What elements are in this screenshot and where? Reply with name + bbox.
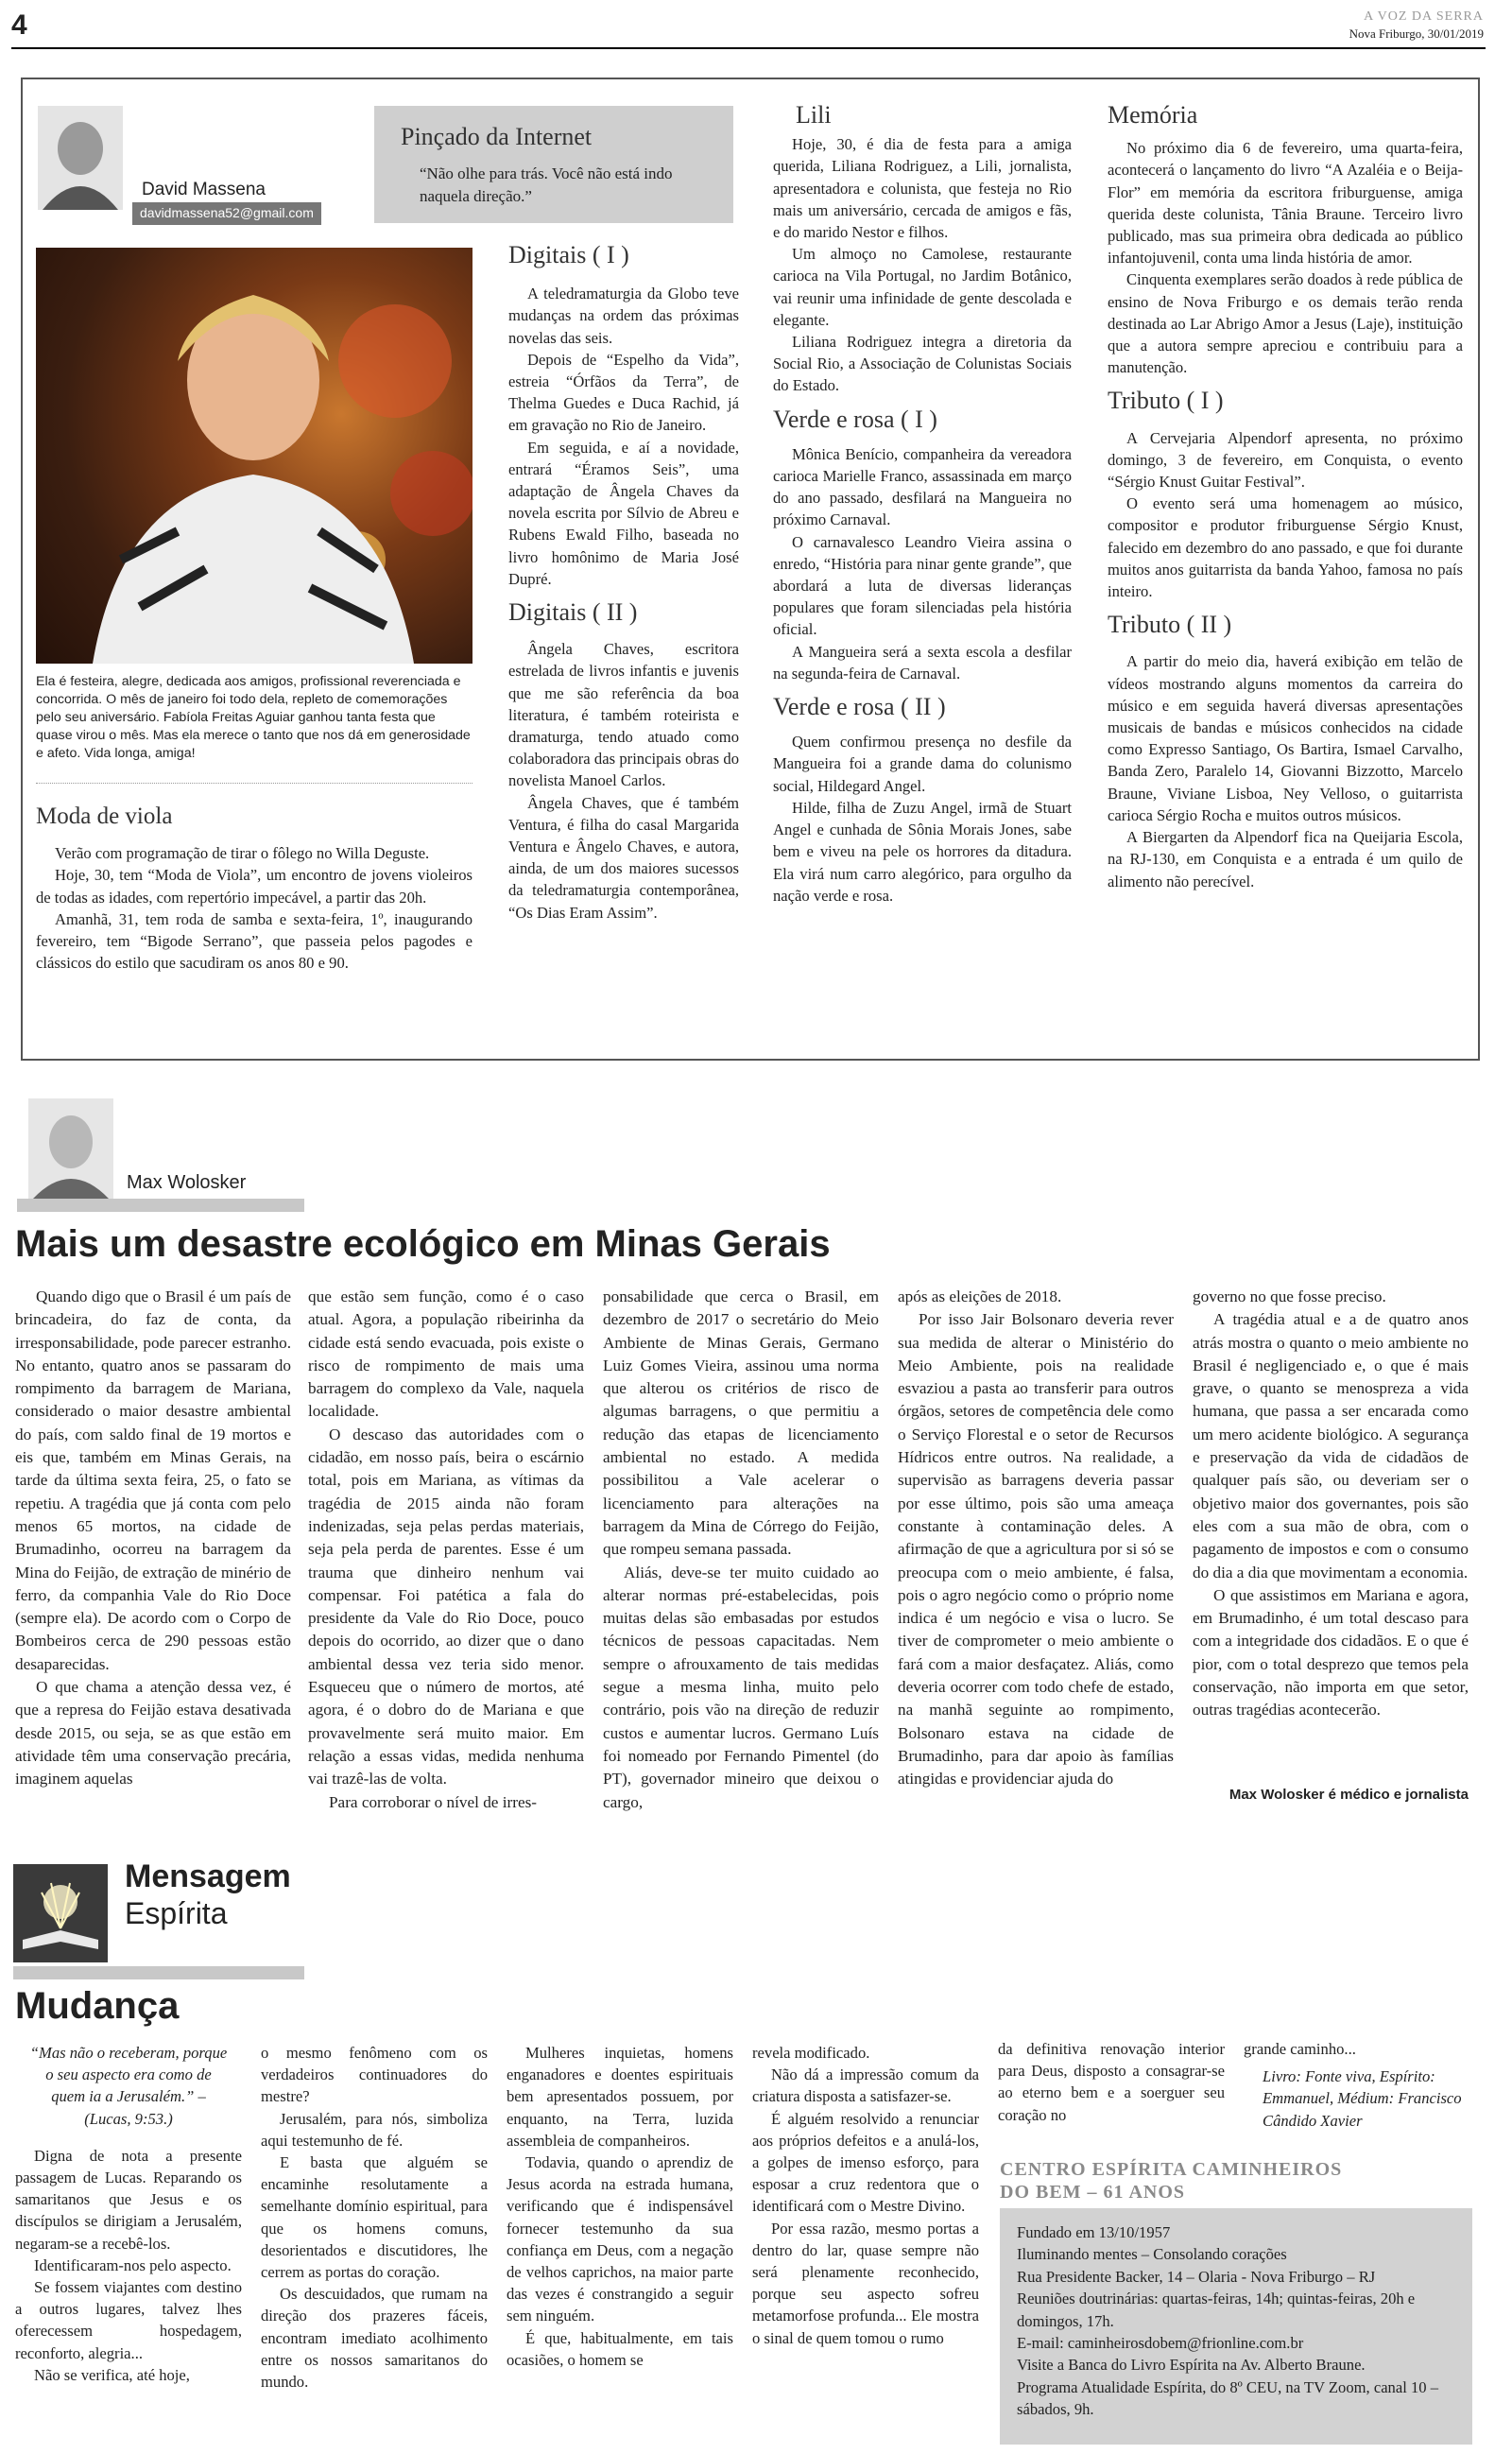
center-info-line: Visite a Banca do Livro Espírita na Av. Alberto Braune. <box>1017 2356 1366 2375</box>
caption-divider <box>36 783 472 784</box>
epigraph: “Mas não o receberam, porque o seu aspecto era como de quem ia a Jerusalém.” – (Lucas, 9:53.) <box>29 2044 228 2128</box>
author-photo <box>38 106 123 210</box>
espirita-col-2 <box>261 2042 488 2393</box>
center-info-line: E-mail: caminheirosdobem@frionline.com.br <box>1017 2334 1304 2353</box>
article-paragraph: Por essa razão, mesmo portas a dentro do lar, quase sempre não será plenamente reconhecido, porque seu aspecto sofreu metamorfose profunda... Ele mostra o sinal de quem tomou o rumo <box>752 2219 979 2347</box>
article-paragraph: revela modificado. <box>752 2044 870 2062</box>
memoria-paragraph: Cinquenta exemplares serão doados à rede pública de ensino de Nova Friburgo e os demais terão renda destinada ao Lar Abrigo Amor a Jesus (Laje), instituição que a autora sempre apreciou e contribuiu para a manutenção. <box>1108 270 1463 377</box>
verde-rosa-paragraph: O carnavalesco Leandro Vieira assina o enredo, “História para ninar gente grande”, que abordará a luta de diversas lideranças populares que foram silenciadas pela história oficial. <box>773 532 1072 639</box>
article-paragraph: Jerusalém, para nós, simboliza aqui testemunho de fé. <box>261 2109 488 2150</box>
article-paragraph: Mulheres inquietas, homens enganadores e doentes espirituais bem apresentados possuem, por enquanto, na Terra, luzida assembleia de companheiros. <box>507 2044 733 2150</box>
moda-paragraph: Hoje, 30, tem “Moda de Viola”, um encontro de jovens violeiros de todas as idades, com repertório impecável, a partir das 20h. <box>36 866 472 907</box>
moda-paragraph: Amanhã, 31, tem roda de samba e sexta-feira, 1º, inaugurando fevereiro, tem “Bigode Serrano”, que passeia pelos pagodes e clássicos do estilo que sacudiram os anos 80 e 90. <box>36 909 472 973</box>
tributo-paragraph: O evento será uma homenagem ao músico, compositor e produtor friburguense Sérgio Knust, falecido em dezembro do ano passado, e que foi durante muitos anos guitarrista da banda Yahoo, famosa no país inteiro. <box>1108 494 1463 601</box>
wolosker-col-4 <box>898 1286 1174 1791</box>
portrait-illustration <box>36 248 472 664</box>
lili-title: Lili <box>796 101 832 129</box>
lili-paragraph: Hoje, 30, é dia de festa para a amiga querida, Liliana Rodriguez, a Lili, jornalista, apresentadora e colunista, que festeja no Rio mais um aniversário, cercada de amigos e fãs, e do marido Nestor e filhos. <box>773 135 1072 242</box>
tributo-paragraph: A Biergarten da Alpendorf fica na Queijaria Escola, na RJ-130, em Conquista e a entrada é um quilo de alimento não perecível. <box>1108 828 1463 890</box>
verde-rosa-2-title: Verde e rosa ( II ) <box>773 693 946 721</box>
wolosker-photo <box>28 1098 113 1199</box>
verde-rosa-1-title: Verde e rosa ( I ) <box>773 405 937 433</box>
article-paragraph: da definitiva renovação interior para Deus, disposto a consagrar-se ao eterno bem e a soerguer seu coração no <box>998 2040 1225 2124</box>
author-portrait-icon <box>38 106 123 210</box>
digitais-paragraph: Ângela Chaves, que é também Ventura, é filha do casal Margarida Ventura e Ângelo Chaves, e autora, ainda, de um dos maiores sucessos da teledramaturgia contemporânea, “Os Dias Eram Assim”. <box>508 793 739 922</box>
center-title-line-2: DO BEM – 61 ANOS <box>1000 2182 1186 2203</box>
article-paragraph: Por isso Jair Bolsonaro deveria rever sua medida de alterar o Ministério do Meio Ambiente, pois na realidade esvaziou a pasta ao transferir para outros órgãos, setores de competência dele como o Serviço Florestal e o setor de Recursos Hídricos entre outros. Na realidade, a supervisão as barragens deveria passar por esse último, pois são uma ameaça constante à contaminação deles. A afirmação de que a agricultura por si só se preocupa com o meio ambiente, é falsa, pois o agro negócio como o próprio nome indica é um negócio e visa o lucro. Se tiver de comprometer o meio ambiente o fará com a maior desfaçatez. Aliás, como deveria ocorrer com todo chefe de estado, na manhã seguinte ao rompimento, Bolsonaro estava na cidade de Brumadinho, para dar apoio às famílias atingidas e providenciar ajuda do <box>898 1310 1174 1789</box>
verde-rosa-paragraph: A Mangueira será a sexta escola a desfilar na segunda-feira de Carnaval. <box>773 642 1072 683</box>
author-portrait-icon <box>28 1098 113 1199</box>
digitais-paragraph: Depois de “Espelho da Vida”, estreia “Órfãos da Terra”, de Thelma Guedes e Duca Rachid, já em gravação no Rio de Janeiro. <box>508 350 739 435</box>
wolosker-author: Max Wolosker <box>127 1172 247 1193</box>
author-name: David Massena <box>142 180 266 199</box>
wolosker-col-5 <box>1193 1286 1469 1722</box>
espirita-section-2: Espírita <box>125 1896 228 1930</box>
digitais-paragraph: Em seguida, e aí a novidade, entrará “Éramos Seis”, uma adaptação de Ângela Chaves da novela escrita por Sílvio de Abreu e Rubens Ewald Filho, baseada no livro homônimo de Maria José Dupré. <box>508 438 739 588</box>
lili-paragraph: Liliana Rodriguez integra a diretoria da Social Rio, a Associação de Colunistas Sociais do Estado. <box>773 333 1072 395</box>
espirita-logo <box>13 1864 108 1962</box>
article-paragraph: ponsabilidade que cerca o Brasil, em dezembro de 2017 o secretário do Meio Ambiente de Minas Gerais, Germano Luiz Gomes Vieira, assinou uma norma que alterou os critérios de risco de algumas barragens, o que permitiu a redução das etapas de licenciamento ambiental no estado. A medida possibilitou a Vale acelerar o licenciamento para alterações na barragem da Mina de Córrego do Feijão, que rompeu semana passada. <box>603 1287 879 1559</box>
tributo-2-title: Tributo ( II ) <box>1108 611 1232 639</box>
digitais-paragraph: Ângela Chaves, escritora estrelada de livros infantis e juvenis que me são referência da boa literatura, é também roteirista e dramaturga, tendo atuado como colaboradora das principais obras do novelista Manoel Carlos. <box>508 640 739 790</box>
memoria-column <box>1108 101 1463 892</box>
verde-rosa-paragraph: Quem confirmou presença no desfile da Mangueira foi a grande dama do colunismo social, Hildegard Angel. <box>773 733 1072 795</box>
article-paragraph: que estão sem função, como é o caso atual. Agora, a população ribeirinha da cidade está sendo evacuada, pois existe o risco de rompimento de mais uma barragem do complexo da Vale, naquela localidade. <box>308 1287 584 1421</box>
espirita-col-6 <box>1244 2038 1470 2132</box>
lili-paragraph: Um almoço no Camolese, restaurante carioca na Vila Portugal, no Jardim Botânico, vai reunir uma infinidade de gente descolada e elegante. <box>773 245 1072 329</box>
center-info-line: Fundado em 13/10/1957 <box>1017 2223 1171 2241</box>
open-book-icon <box>13 1864 108 1962</box>
article-paragraph: Digna de nota a presente passagem de Lucas. Reparando os samaritanos que Jesus e os discípulos se dirigiam a Jerusalém, negaram-se a recebê-los. <box>15 2146 242 2253</box>
article-paragraph: após as eleições de 2018. <box>898 1287 1062 1305</box>
wolosker-col-3 <box>603 1286 879 1814</box>
espirita-col-1 <box>15 2042 242 2386</box>
article-paragraph: Aliás, deve-se ter muito cuidado ao alterar normas pré-estabelecidas, pois muitas delas são embasadas por estudos técnicos de pessoas capacitadas. Nem sempre o afrouxamento de tais medidas segue a mesma linha, muito pelo contrário, pois vão na direção de reduzir custos e aumentar lucros. Germano Luís foi nomeado por Fernando Pimentel (do PT), governador mineiro que deixou o cargo, <box>603 1563 879 1811</box>
espirita-source: Livro: Fonte viva, Espírito: Emmanuel, Médium: Francisco Cândido Xavier <box>1263 2067 1462 2130</box>
moda-paragraph: Verão com programação de tirar o fôlego no Willa Deguste. <box>55 844 430 863</box>
article-paragraph: É que, habitualmente, em tais ocasiões, o homem se <box>507 2328 733 2369</box>
tributo-paragraph: A Cervejaria Alpendorf apresenta, no próximo domingo, 3 de fevereiro, em Conquista, o evento “Sérgio Knust Guitar Festival”. <box>1108 428 1463 492</box>
article-paragraph: Se fossem viajantes com destino a outros lugares, talvez lhes oferecessem hospedagem, reconforto, alegria... <box>15 2278 242 2362</box>
wolosker-signature: Max Wolosker é médico e jornalista <box>1228 1787 1469 1803</box>
article-paragraph: governo no que fosse preciso. <box>1193 1287 1386 1305</box>
article-paragraph: Todavia, quando o aprendiz de Jesus acorda na estrada humana, verificando que é indispensável fornecer testemunho da sua confiança em Deus, com a negação de velhos caprichos, na maior parte das vezes é constrangido a seguir sem ninguém. <box>507 2153 733 2325</box>
masthead: A VOZ DA SERRA <box>1364 9 1484 24</box>
article-paragraph: É alguém resolvido a renunciar aos próprios defeitos e a anulá-los, a golpes de imenso esforço, para esposar a cruz redentora que o identificará com o Mestre Divino. <box>752 2109 979 2216</box>
article-paragraph: Os descuidados, que rumam na direção dos prazeres fáceis, encontram imediato acolhimento entre os nossos samaritanos do mundo. <box>261 2285 488 2392</box>
espirita-section-1: Mensagem <box>125 1858 291 1894</box>
verde-rosa-paragraph: Hilde, filha de Zuzu Angel, irmã de Stuart Angel e cunhada de Sônia Morais Jones, sabe bem e viveu na pele os horrores da ditadura. Ela virá num carro alegórico, para orgulho da nação verde e rosa. <box>773 798 1072 905</box>
pincado-title: Pinçado da Internet <box>401 123 593 150</box>
memoria-title: Memória <box>1108 101 1198 129</box>
moda-section <box>36 805 472 974</box>
article-paragraph: Para corroborar o nível de irres- <box>329 1792 537 1811</box>
article-paragraph: Não se verifica, até hoje, <box>34 2365 190 2384</box>
article-paragraph: O que chama a atenção dessa vez, é que a represa do Feijão estava desativada desde 2015, ou seja, se as que estão em atividade têm uma conservação precária, imaginem aquelas <box>15 1678 291 1789</box>
wolosker-author-bar <box>17 1199 304 1212</box>
moda-title: Moda de viola <box>36 804 173 829</box>
header-rule <box>11 47 1486 49</box>
article-paragraph: O que assistimos em Mariana e agora, em Brumadinho, é um total descaso para com a integridade dos cidadãos. E o que é pior, com o total desprezo que temos pela conservação, não importa em que setor, outras tragédias acontecerão. <box>1193 1585 1469 1720</box>
espirita-col-4 <box>752 2042 979 2349</box>
center-info <box>1017 2221 1461 2421</box>
espirita-col-5 <box>998 2038 1225 2126</box>
center-info-line: Iluminando mentes – Consolando corações <box>1017 2245 1287 2264</box>
dateline: Nova Friburgo, 30/01/2019 <box>1349 26 1484 41</box>
espirita-headline: Mudança <box>15 1985 180 2027</box>
digitais-column <box>508 241 739 924</box>
wolosker-col-1 <box>15 1286 291 1791</box>
article-paragraph: grande caminho... <box>1244 2040 1356 2058</box>
article-paragraph: Identificaram-nos pelo aspecto. <box>34 2255 232 2274</box>
page-number: 4 <box>11 9 27 41</box>
article-paragraph: Quando digo que o Brasil é um país de brincadeira, do faz de conta, da irresponsabilidade, pode parecer estranho. No entanto, quatro anos se passaram do rompimento da barragem de Mariana, considerado o maior desastre ambiental do país, com saldo final de 19 mortos e eis que, também em Minas Gerais, na tarde da última sexta feira, 25, o fato se repetiu. A tragédia que já conta com pelo menos 65 mortos, na cidade de Brumadinho, ocorreu na barragem da Mina do Feijão, de extração de minério de ferro, da companhia Vale do Rio Doce (sempre ela). De acordo com o Corpo de Bombeiros cerca de 290 pessoas estão desaparecidas. <box>15 1287 291 1673</box>
tributo-1-title: Tributo ( I ) <box>1108 387 1224 415</box>
espirita-section-bar <box>13 1966 304 1979</box>
article-paragraph: o mesmo fenômeno com os verdadeiros continuadores do mestre? <box>261 2044 488 2106</box>
digitais-paragraph: A teledramaturgia da Globo teve mudanças na ordem das próximas novelas das seis. <box>508 285 739 347</box>
wolosker-col-2 <box>308 1286 584 1814</box>
espirita-col-3 <box>507 2042 733 2371</box>
digitais-1-title: Digitais ( I ) <box>508 241 629 268</box>
center-info-line: Rua Presidente Backer, 14 – Olaria - Nova Friburgo – RJ <box>1017 2267 1376 2286</box>
memoria-paragraph: No próximo dia 6 de fevereiro, uma quarta-feira, acontecerá o lançamento do livro “A Azaléia e o Beija-Flor” em memória da escritora friburguense, amiga querida deste colunista, Tânia Braune. Terceiro livro publicado, mas sua primeira obra dedicada ao público infantojuvenil, conta uma linda história de amor. <box>1108 139 1463 268</box>
article-paragraph: E basta que alguém se encaminhe resolutamente a semelhante domínio espiritual, para que os homens comuns, desorientados e discutidores, lhe cerrem as portas do coração. <box>261 2153 488 2282</box>
tributo-paragraph: A partir do meio dia, haverá exibição em telão de vídeos mostrando alguns momentos da carreira do músico e em seguida haverá diversas apresentações musicais de bandas e músicos conhecidos na cidade como Expresso Santiago, Os Bartira, Ismael Carvalho, Banda Zero, Paralelo 14, Giovanni Bizzotto, Marcelo Braune, Viviane Lisboa, Ney Velloso, o guitarrista carioca Sérgio Rocha e muitos outros músicos. <box>1108 652 1463 824</box>
pincado-text: “Não olhe para trás. Você não está indo naquela direção.” <box>420 164 673 205</box>
center-info-line: Reuniões doutrinárias: quartas-feiras, 14h; quintas-feiras, 20h e domingos, 17h. <box>1017 2290 1416 2330</box>
article-paragraph: O descaso das autoridades com o cidadão, em nosso país, beira o escárnio total, pois em Mariana, as vítimas da tragédia de 2015 ainda não foram indenizadas, seja pelas perdas materiais, seja pela perda de parentes. Esse é um trauma que dinheiro nenhum vai compensar. Foi patética a fala do presidente da Vale do Rio Doce, pouco depois do ocorrido, ao dizer que o dano ambiental dessa vez teria sido menor. Esqueceu que o número de mortos, até agora, é o dobro do de Mariana e que provavelmente será muito maior. Em relação a essas vidas, medida nenhuma vai trazê-las de volta. <box>308 1425 584 1789</box>
center-title-line-1: CENTRO ESPÍRITA CAMINHEIROS <box>1000 2159 1343 2180</box>
author-email: davidmassena52@gmail.com <box>140 205 314 220</box>
article-paragraph: Não dá a impressão comum da criatura disposta a satisfazer-se. <box>752 2065 979 2106</box>
lili-column <box>773 101 1072 907</box>
wolosker-headline: Mais um desastre ecológico em Minas Gerais <box>15 1223 831 1265</box>
verde-rosa-paragraph: Mônica Benício, companheira da vereadora carioca Marielle Franco, assassinada em março do ano passado, desfilará na Mangueira no próximo Carnaval. <box>773 444 1072 529</box>
photo-caption: Ela é festeira, alegre, dedicada aos amigos, profissional reverenciada e concorrida. O mês de janeiro foi todo dela, repleto de comemorações pelo seu aniversário. Fabíola Freitas Aguiar ganhou tanta festa que quase virou o mês. Mas ela merece o tanto que nos dá em generosidade e afeto. Vida longa, amiga! <box>36 674 471 761</box>
center-info-line: Programa Atualidade Espírita, do 8º CEU, na TV Zoom, canal 10 – sábados, 9h. <box>1017 2377 1439 2419</box>
feature-photo <box>36 248 472 664</box>
digitais-2-title: Digitais ( II ) <box>508 598 638 627</box>
article-paragraph: A tragédia atual e a de quatro anos atrás mostra o quanto o meio ambiente no Brasil é negligenciado e, o que é mais grave, o quanto se menospreza a vida humana, que passa a ser encarada como um mero acidente biológico. A segurança e preservação da vida de cidadãos de qualquer país são, ou deveriam ser o objetivo maior dos governantes, pois são eles com a sua mão de obra, com o pagamento de impostos e com o consumo do dia a dia que movimentam a economia. <box>1193 1310 1469 1581</box>
